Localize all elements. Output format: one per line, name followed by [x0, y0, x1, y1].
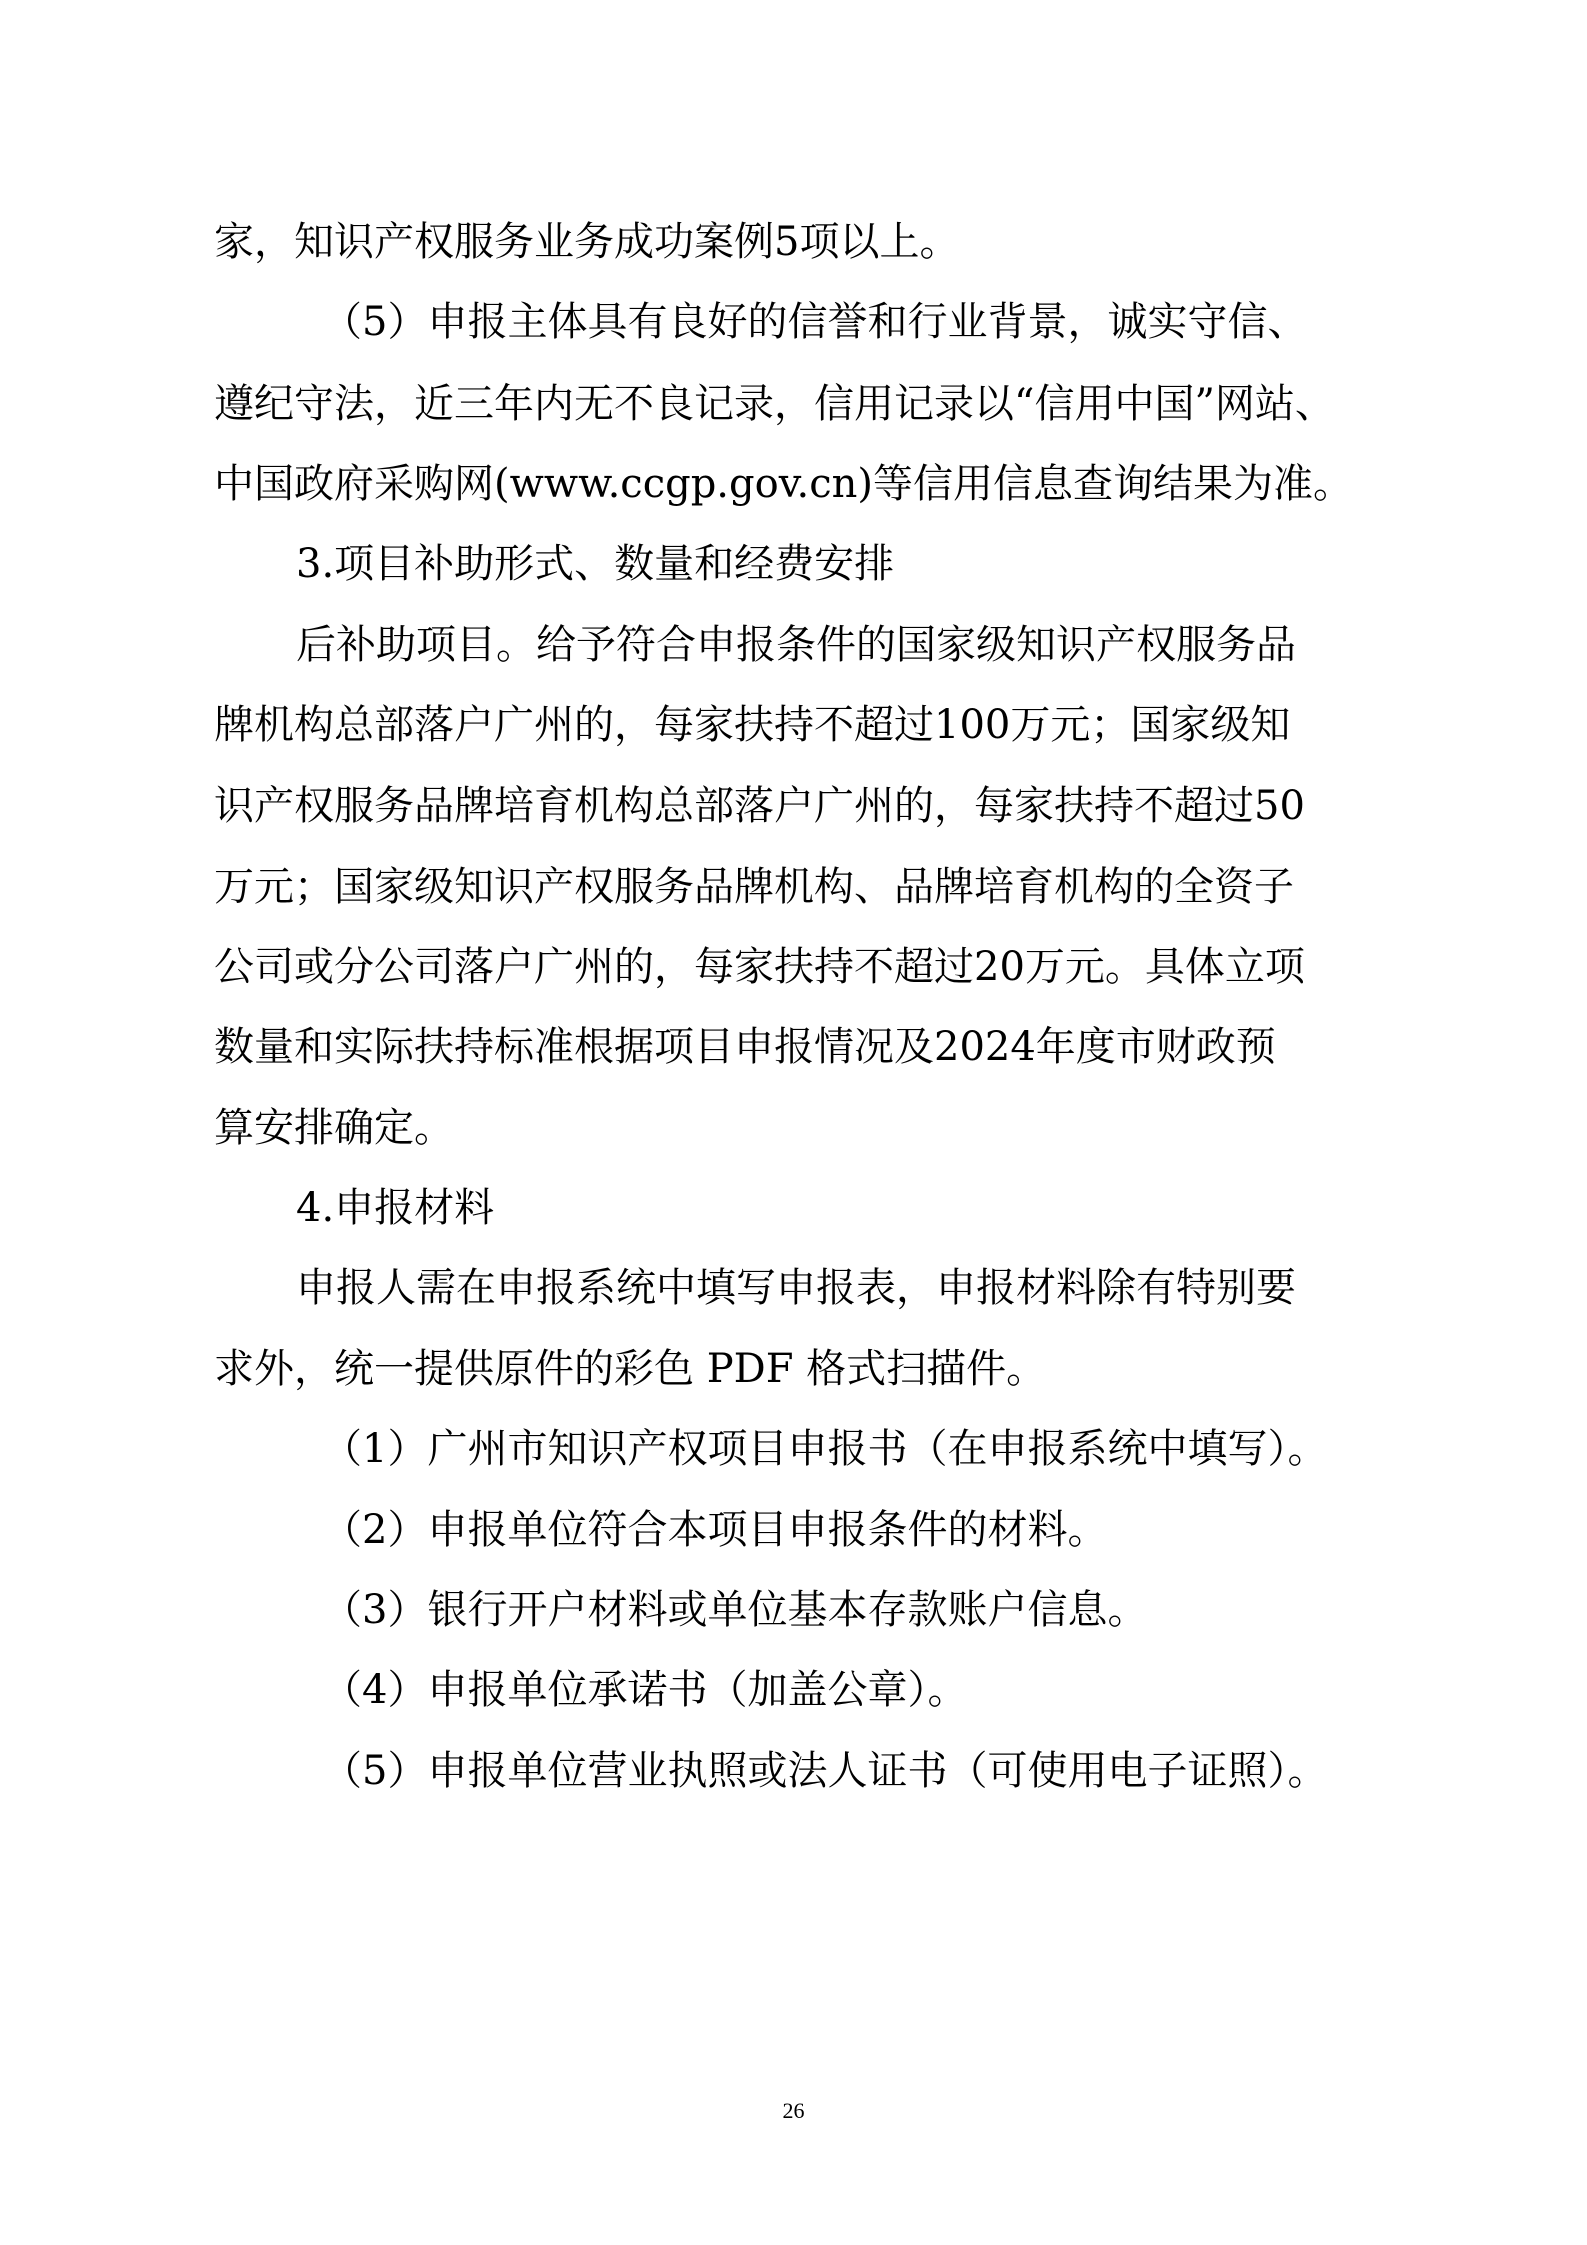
- body-line: （5）申报主体具有良好的信誉和行业背景，诚实守信、: [322, 299, 1308, 345]
- page-number: 26: [782, 2098, 805, 2123]
- body-line: 中国政府采购网(www.ccgp.gov.cn)等信用信息查询结果为准。: [214, 461, 1354, 507]
- body-line: 公司或分公司落户广州的，每家扶持不超过20万元。具体立项: [214, 944, 1305, 990]
- list-item: （5）申报单位营业执照或法人证书（可使用电子证照）。: [322, 1748, 1328, 1794]
- body-line: 申报人需在申报系统中填写申报表，申报材料除有特别要: [296, 1265, 1296, 1311]
- body-line: 牌机构总部落户广州的，每家扶持不超过100万元；国家级知: [214, 702, 1291, 748]
- body-line: 后补助项目。给予符合申报条件的国家级知识产权服务品: [296, 622, 1296, 668]
- section-heading: 4.申报材料: [296, 1185, 495, 1231]
- body-line: 算安排确定。: [214, 1105, 454, 1151]
- body-line: 数量和实际扶持标准根据项目申报情况及2024年度市财政预: [214, 1024, 1276, 1070]
- list-item: （2）申报单位符合本项目申报条件的材料。: [322, 1507, 1108, 1553]
- body-line: 识产权服务品牌培育机构总部落户广州的，每家扶持不超过50: [214, 783, 1305, 829]
- body-line: 遵纪守法，近三年内无不良记录，信用记录以“信用中国”网站、: [214, 381, 1335, 427]
- body-line: 求外，统一提供原件的彩色 PDF 格式扫描件。: [214, 1346, 1047, 1392]
- list-item: （4）申报单位承诺书（加盖公章）。: [322, 1667, 968, 1713]
- section-heading: 3.项目补助形式、数量和经费安排: [296, 541, 895, 587]
- list-item: （1）广州市知识产权项目申报书（在申报系统中填写）。: [322, 1426, 1328, 1472]
- body-line: 家，知识产权服务业务成功案例5项以上。: [214, 219, 960, 265]
- list-item: （3）银行开户材料或单位基本存款账户信息。: [322, 1587, 1148, 1633]
- body-line: 万元；国家级知识产权服务品牌机构、品牌培育机构的全资子: [214, 864, 1294, 910]
